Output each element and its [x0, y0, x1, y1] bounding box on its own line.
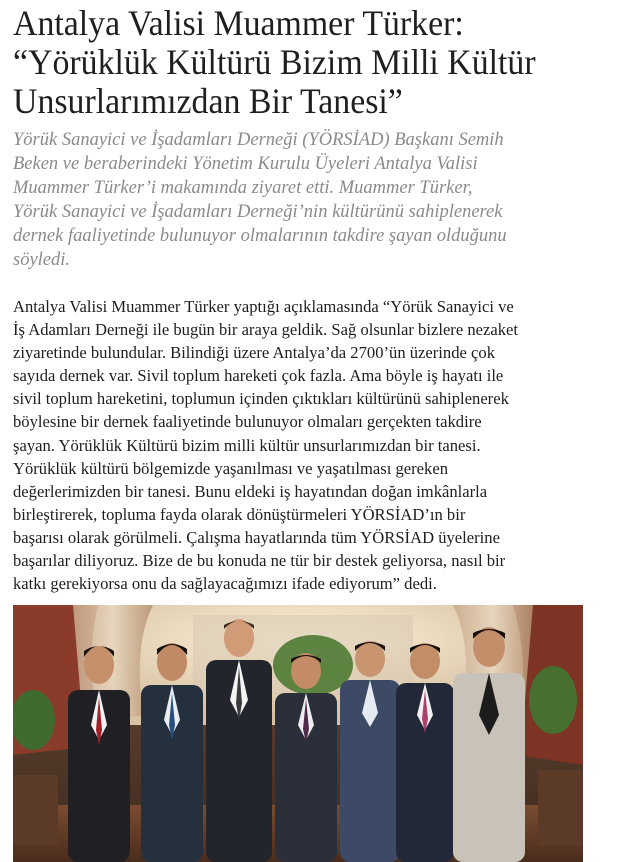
body-line: sivil toplum hareketini, toplumun içinden çıktıkları kültürünü sahiplenerek — [13, 389, 509, 409]
lead-line: Muammer Türker’i makamında ziyaret etti. Muammer Türker, — [13, 178, 473, 198]
headline-line: Antalya Valisi Muammer Türker: — [13, 3, 464, 43]
body-line: ziyaretinde bulundular. Bilindiği üzere Antalya’da 2700’ün üzerinde çok — [13, 343, 495, 363]
body-line: başarılar diliyoruz. Bize de bu konuda ne tür bir destek geliyorsa, nasıl bir — [13, 551, 506, 571]
lead-line: Beken ve beraberindeki Yönetim Kurulu Üyeleri Antalya Valisi — [13, 154, 478, 174]
article-headline — [13, 4, 577, 121]
body-line: değerlerimizden bir tanesi. Bunu eldeki iş hayatından doğan imkânlarla — [13, 481, 488, 501]
group-photo-illustration — [13, 605, 583, 862]
left-table — [13, 775, 58, 845]
body-line: Antalya Valisi Muammer Türker yaptığı açıklamasında “Yörük Sanayici ve — [13, 297, 514, 316]
right-table — [538, 770, 583, 845]
article-lead — [13, 128, 613, 272]
body-line: katkı gerekiyorsa onu da sağlayacağımızı ifade ediyorum” dedi. — [13, 574, 437, 594]
body-line: sayıda dernek var. Sivil toplum hareketi çok fazla. Ama böyle iş hayatı ile — [13, 366, 504, 386]
lead-line: dernek faaliyetinde bulunuyor olmalarının takdire şayan olduğunu — [13, 226, 507, 246]
headline-line: “Yörüklük Kültürü Bizim Milli Kültür — [13, 42, 536, 82]
right-plant — [529, 666, 577, 734]
body-line: böylesine bir dernek faaliyetinde bulunuyor olmaları gerçekten takdire — [13, 412, 482, 432]
lead-line: söyledi. — [13, 250, 71, 270]
lead-line: Yörük Sanayici ve İşadamları Derneği’nin kültürünü sahiplenerek — [13, 202, 503, 222]
article-body — [13, 295, 613, 595]
lead-line: Yörük Sanayici ve İşadamları Derneği (YÖRSİAD) Başkanı Semih — [13, 130, 504, 150]
group-photo — [13, 605, 583, 862]
body-line: şayan. Yörüklük Kültürü bizim milli kültür unsurlarımızdan bir tanesi. — [13, 435, 481, 455]
headline-line: Unsurlarımızdan Bir Tanesi” — [13, 81, 403, 121]
body-line: Yörüklük kültürü bölgemizde yaşanılması ve yaşatılması gereken — [13, 458, 449, 478]
body-line: birleştirerek, topluma fayda olarak dönüştürmeleri YÖRSİAD’ın bir — [13, 504, 466, 524]
body-line: başarısı olarak görülmeli. Çalışma hayatlarında tüm YÖRSİAD üyelerine — [13, 527, 500, 547]
left-plant — [13, 690, 55, 750]
body-line: İş Adamları Derneği ile bugün bir araya geldik. Sağ olsunlar bizlere nezaket — [13, 320, 519, 340]
